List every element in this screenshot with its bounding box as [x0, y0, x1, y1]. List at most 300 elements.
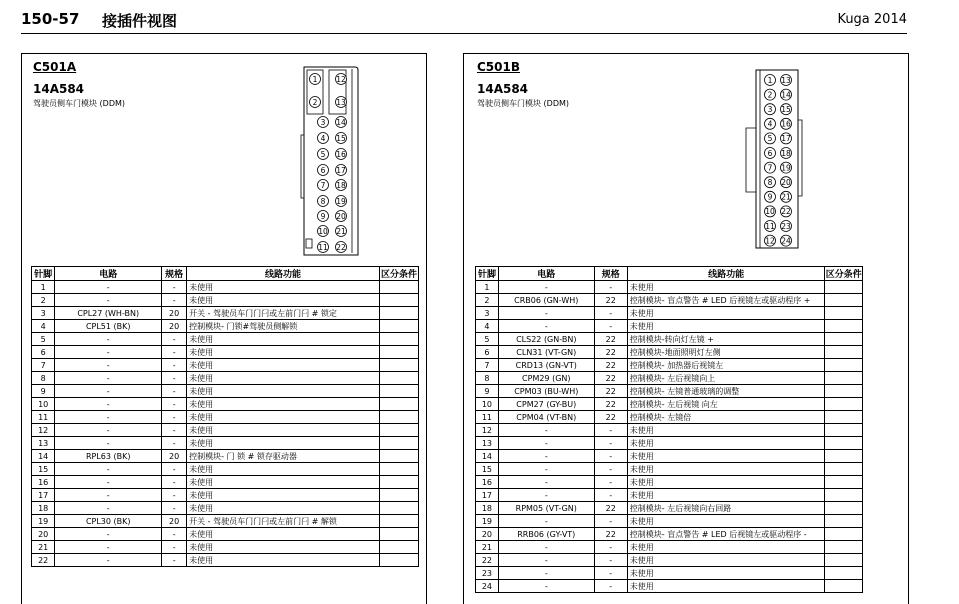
pin-number: 7	[32, 359, 55, 372]
pin-number: 24	[476, 580, 499, 593]
pin-number: 13	[476, 437, 499, 450]
wire-gauge: 20	[162, 515, 187, 528]
wire-gauge: 22	[594, 294, 627, 307]
circuit-code: -	[498, 281, 594, 294]
condition	[825, 437, 863, 450]
circuit-function: 未使用	[187, 476, 380, 489]
table-row	[476, 294, 863, 307]
condition	[379, 411, 418, 424]
circuit-code: CPL30 (BK)	[55, 515, 162, 528]
pin-number: 9	[32, 385, 55, 398]
connector-id: C501B	[477, 60, 521, 74]
module-description: 驾驶员侧车门模块 (DDM)	[477, 99, 570, 108]
circuit-code: CPM27 (GY-BU)	[498, 398, 594, 411]
circuit-code: CRB06 (GN-WH)	[498, 294, 594, 307]
condition	[825, 281, 863, 294]
circuit-code: -	[498, 437, 594, 450]
table-row	[32, 307, 419, 320]
circuit-function: 未使用	[187, 411, 380, 424]
wire-gauge: -	[594, 541, 627, 554]
pin-number: 16	[32, 476, 55, 489]
circuit-code: RPL63 (BK)	[55, 450, 162, 463]
wire-gauge: -	[162, 502, 187, 515]
circuit-function: 未使用	[627, 437, 825, 450]
column-header: 电路	[498, 267, 594, 281]
wire-gauge: -	[594, 437, 627, 450]
circuit-function: 控制模块- 左后视镜向右回路	[627, 502, 825, 515]
wire-gauge: 22	[594, 385, 627, 398]
wire-gauge: -	[162, 346, 187, 359]
pin-label: 21	[336, 226, 346, 236]
pin-number: 17	[32, 489, 55, 502]
circuit-code: CPL27 (WH-BN)	[55, 307, 162, 320]
table-row	[32, 424, 419, 437]
condition	[825, 450, 863, 463]
pin-label: 24	[781, 236, 791, 246]
condition	[825, 463, 863, 476]
circuit-function: 控制模块- 盲点警告 # LED 后视镜左或驱动程序 -	[627, 528, 825, 541]
wire-gauge: -	[162, 359, 187, 372]
circuit-function: 未使用	[627, 554, 825, 567]
circuit-code: -	[55, 554, 162, 567]
table-row	[32, 320, 419, 333]
condition	[379, 528, 418, 541]
circuit-code: RPM05 (VT-GN)	[498, 502, 594, 515]
table-row	[476, 463, 863, 476]
pin-label: 12	[336, 74, 346, 84]
table-row	[32, 294, 419, 307]
condition	[379, 437, 418, 450]
pin-label: 20	[781, 178, 791, 187]
column-header: 规格	[162, 267, 187, 281]
condition	[379, 476, 418, 489]
wire-gauge: 22	[594, 528, 627, 541]
pin-number: 15	[476, 463, 499, 476]
condition	[825, 580, 863, 593]
table-row	[476, 346, 863, 359]
pin-label: 19	[336, 196, 346, 206]
pin-number: 22	[476, 554, 499, 567]
circuit-code: -	[55, 463, 162, 476]
wire-gauge: -	[594, 463, 627, 476]
table-row	[476, 385, 863, 398]
circuit-function: 控制模块- 加热器后视镜左	[627, 359, 825, 372]
circuit-code: CLS22 (GN-BN)	[498, 333, 594, 346]
condition	[825, 411, 863, 424]
pin-label: 18	[336, 180, 346, 190]
pin-label: 10	[318, 226, 328, 236]
wire-gauge: 22	[594, 502, 627, 515]
condition	[379, 307, 418, 320]
circuit-function: 开关 - 驾驶员车门门闩或左前门闩 # 锁定	[187, 307, 380, 320]
wire-gauge: 22	[594, 359, 627, 372]
wire-gauge: -	[594, 580, 627, 593]
pin-label: 3	[767, 105, 773, 114]
condition	[825, 346, 863, 359]
circuit-function: 控制模块- 门锁#驾驶员侧解锁	[187, 320, 380, 333]
wire-gauge: 22	[594, 346, 627, 359]
pin-number: 4	[476, 320, 499, 333]
condition	[379, 359, 418, 372]
pin-label: 19	[781, 163, 791, 173]
table-row	[476, 541, 863, 554]
condition	[825, 476, 863, 489]
circuit-code: CPM29 (GN)	[498, 372, 594, 385]
circuit-function: 未使用	[627, 424, 825, 437]
condition	[825, 294, 863, 307]
condition	[825, 424, 863, 437]
table-row	[476, 398, 863, 411]
condition	[379, 320, 418, 333]
circuit-function: 控制模块- 门 锁 # 锁存驱动器	[187, 450, 380, 463]
wire-gauge: 22	[594, 398, 627, 411]
page-number: 150-57	[21, 10, 80, 28]
pin-label: 13	[336, 97, 346, 107]
table-row	[476, 372, 863, 385]
circuit-code: -	[498, 476, 594, 489]
pin-number: 6	[476, 346, 499, 359]
table-row	[32, 476, 419, 489]
condition	[825, 541, 863, 554]
wire-gauge: 20	[162, 450, 187, 463]
pin-number: 16	[476, 476, 499, 489]
table-row	[476, 515, 863, 528]
pin-label: 1	[312, 74, 318, 84]
pin-label: 4	[320, 133, 326, 143]
circuit-code: -	[55, 411, 162, 424]
table-row	[476, 567, 863, 580]
pin-number: 20	[476, 528, 499, 541]
circuit-function: 未使用	[187, 281, 380, 294]
table-row	[32, 541, 419, 554]
condition	[825, 320, 863, 333]
connector-id: C501A	[33, 60, 77, 74]
circuit-function: 未使用	[187, 489, 380, 502]
wire-gauge: -	[594, 307, 627, 320]
wire-gauge: -	[594, 320, 627, 333]
table-row	[32, 489, 419, 502]
pin-label: 1	[767, 75, 773, 85]
condition	[379, 372, 418, 385]
circuit-function: 未使用	[187, 359, 380, 372]
table-row	[476, 424, 863, 437]
pin-label: 9	[767, 192, 773, 202]
pin-number: 21	[476, 541, 499, 554]
column-header: 针脚	[32, 267, 55, 281]
condition	[379, 385, 418, 398]
table-row	[476, 411, 863, 424]
condition	[379, 424, 418, 437]
condition	[379, 515, 418, 528]
pin-number: 4	[32, 320, 55, 333]
column-header: 规格	[594, 267, 627, 281]
pin-number: 2	[476, 294, 499, 307]
pin-label: 15	[781, 105, 791, 114]
table-row	[32, 398, 419, 411]
wire-gauge: -	[594, 554, 627, 567]
table-header-row	[32, 267, 419, 281]
pin-number: 19	[476, 515, 499, 528]
pin-table-c501a	[31, 266, 419, 567]
condition	[379, 554, 418, 567]
pin-label: 13	[781, 75, 791, 85]
pin-number: 14	[476, 450, 499, 463]
circuit-code: CLN31 (VT-GN)	[498, 346, 594, 359]
column-header: 区分条件	[825, 267, 863, 281]
pin-number: 12	[476, 424, 499, 437]
circuit-function: 未使用	[187, 424, 380, 437]
wire-gauge: 22	[594, 372, 627, 385]
pin-number: 10	[32, 398, 55, 411]
wire-gauge: -	[162, 437, 187, 450]
table-row	[32, 554, 419, 567]
circuit-function: 控制模块-转向灯左镜 +	[627, 333, 825, 346]
pin-number: 12	[32, 424, 55, 437]
circuit-code: -	[55, 541, 162, 554]
pin-number: 8	[32, 372, 55, 385]
table-row	[476, 450, 863, 463]
condition	[379, 463, 418, 476]
table-row	[32, 463, 419, 476]
header-divider	[21, 33, 907, 34]
model-label: Kuga 2014	[837, 12, 907, 27]
pin-number: 8	[476, 372, 499, 385]
circuit-function: 未使用	[627, 489, 825, 502]
pin-label: 3	[320, 117, 326, 127]
column-header: 区分条件	[379, 267, 418, 281]
circuit-code: -	[498, 424, 594, 437]
circuit-function: 未使用	[187, 541, 380, 554]
connector-c501a-diagram	[300, 63, 370, 263]
circuit-function: 控制模块- 左镜普通玻璃的调整	[627, 385, 825, 398]
wire-gauge: -	[162, 489, 187, 502]
circuit-function: 未使用	[187, 437, 380, 450]
pin-label: 14	[336, 117, 346, 127]
pin-number: 11	[476, 411, 499, 424]
circuit-code: -	[498, 554, 594, 567]
circuit-code: -	[55, 385, 162, 398]
table-row	[32, 359, 419, 372]
column-header: 针脚	[476, 267, 499, 281]
circuit-function: 未使用	[187, 502, 380, 515]
condition	[379, 502, 418, 515]
wire-gauge: -	[162, 528, 187, 541]
condition	[379, 281, 418, 294]
pin-number: 2	[32, 294, 55, 307]
pin-number: 6	[32, 346, 55, 359]
table-row	[32, 281, 419, 294]
table-row	[32, 346, 419, 359]
wire-gauge: -	[162, 281, 187, 294]
module-description: 驾驶员侧车门模块 (DDM)	[33, 99, 126, 108]
pin-label: 6	[320, 165, 326, 175]
wire-gauge: -	[162, 554, 187, 567]
circuit-function: 未使用	[187, 385, 380, 398]
circuit-function: 未使用	[627, 567, 825, 580]
pin-label: 5	[320, 149, 326, 159]
circuit-code: -	[55, 489, 162, 502]
pin-number: 14	[32, 450, 55, 463]
circuit-function: 未使用	[627, 476, 825, 489]
pin-number: 9	[476, 385, 499, 398]
table-row	[476, 359, 863, 372]
circuit-code: -	[498, 541, 594, 554]
circuit-code: -	[498, 489, 594, 502]
pin-number: 17	[476, 489, 499, 502]
circuit-code: -	[498, 567, 594, 580]
circuit-function: 控制模块- 盲点警告 # LED 后视镜左或驱动程序 +	[627, 294, 825, 307]
pin-number: 7	[476, 359, 499, 372]
circuit-function: 未使用	[627, 580, 825, 593]
circuit-code: -	[55, 281, 162, 294]
circuit-function: 控制模块- 左后视镜向上	[627, 372, 825, 385]
column-header: 线路功能	[187, 267, 380, 281]
circuit-function: 控制模块-地面照明灯左侧	[627, 346, 825, 359]
pin-number: 22	[32, 554, 55, 567]
wire-gauge: -	[162, 333, 187, 346]
pin-label: 11	[765, 221, 775, 231]
wire-gauge: -	[162, 411, 187, 424]
wire-gauge: -	[162, 385, 187, 398]
circuit-code: -	[498, 580, 594, 593]
pin-label: 22	[336, 242, 346, 252]
pin-label: 2	[767, 90, 773, 100]
circuit-code: RRB06 (GY-VT)	[498, 528, 594, 541]
wire-gauge: -	[162, 372, 187, 385]
condition	[379, 333, 418, 346]
pin-label: 22	[781, 207, 791, 217]
pin-label: 16	[336, 149, 346, 159]
circuit-code: -	[55, 476, 162, 489]
condition	[825, 398, 863, 411]
circuit-function: 未使用	[187, 398, 380, 411]
table-row	[32, 450, 419, 463]
wire-gauge: -	[162, 541, 187, 554]
circuit-code: -	[55, 528, 162, 541]
pin-number: 3	[476, 307, 499, 320]
wire-gauge: 22	[594, 333, 627, 346]
wire-gauge: 20	[162, 320, 187, 333]
table-row	[476, 554, 863, 567]
connector-c501b-diagram	[742, 66, 807, 256]
condition	[825, 567, 863, 580]
pin-number: 1	[476, 281, 499, 294]
table-row	[32, 372, 419, 385]
pin-label: 11	[318, 242, 328, 252]
wire-gauge: -	[594, 476, 627, 489]
circuit-code: -	[498, 463, 594, 476]
wire-gauge: -	[594, 567, 627, 580]
pin-label: 20	[336, 211, 346, 221]
circuit-function: 未使用	[627, 307, 825, 320]
circuit-code: -	[55, 359, 162, 372]
circuit-code: CPL51 (BK)	[55, 320, 162, 333]
circuit-function: 未使用	[187, 346, 380, 359]
circuit-function: 未使用	[187, 463, 380, 476]
pin-label: 23	[781, 221, 791, 231]
circuit-function: 开关 - 驾驶员车门门闩或左前门闩 # 解锁	[187, 515, 380, 528]
part-number: 14A584	[477, 82, 529, 96]
pin-table-c501b	[475, 266, 863, 593]
table-row	[476, 502, 863, 515]
pin-number: 13	[32, 437, 55, 450]
pin-label: 8	[767, 178, 773, 187]
circuit-function: 未使用	[187, 528, 380, 541]
condition	[825, 528, 863, 541]
table-row	[476, 307, 863, 320]
circuit-function: 未使用	[187, 294, 380, 307]
pin-label: 7	[320, 180, 326, 190]
wire-gauge: 20	[162, 307, 187, 320]
wire-gauge: -	[594, 515, 627, 528]
pin-number: 15	[32, 463, 55, 476]
page-title: 接插件视图	[102, 12, 178, 30]
circuit-function: 控制模块- 左镜倍	[627, 411, 825, 424]
table-row	[32, 437, 419, 450]
table-row	[476, 437, 863, 450]
circuit-code: -	[55, 398, 162, 411]
condition	[379, 398, 418, 411]
circuit-code: -	[498, 320, 594, 333]
circuit-code: -	[55, 372, 162, 385]
pin-label: 6	[767, 148, 773, 158]
circuit-function: 未使用	[187, 554, 380, 567]
condition	[825, 554, 863, 567]
condition	[825, 333, 863, 346]
pin-label: 4	[767, 119, 773, 129]
pin-label: 15	[336, 133, 346, 143]
pin-label: 18	[781, 148, 791, 158]
pin-number: 11	[32, 411, 55, 424]
pin-number: 21	[32, 541, 55, 554]
circuit-code: CPM04 (VT-BN)	[498, 411, 594, 424]
pin-number: 1	[32, 281, 55, 294]
pin-label: 2	[312, 97, 318, 107]
table-row	[476, 333, 863, 346]
condition	[825, 385, 863, 398]
table-row	[32, 385, 419, 398]
wire-gauge: -	[594, 424, 627, 437]
circuit-function: 未使用	[627, 450, 825, 463]
condition	[379, 541, 418, 554]
circuit-code: -	[55, 437, 162, 450]
circuit-code: -	[498, 515, 594, 528]
column-header: 线路功能	[627, 267, 825, 281]
pin-number: 5	[476, 333, 499, 346]
pin-label: 5	[767, 134, 773, 144]
condition	[825, 489, 863, 502]
circuit-code: -	[55, 424, 162, 437]
wire-gauge: -	[594, 281, 627, 294]
pin-number: 23	[476, 567, 499, 580]
circuit-code: CPM03 (BU-WH)	[498, 385, 594, 398]
circuit-code: CRD13 (GN-VT)	[498, 359, 594, 372]
column-header: 电路	[55, 267, 162, 281]
wire-gauge: -	[594, 489, 627, 502]
circuit-function: 未使用	[627, 541, 825, 554]
condition	[379, 346, 418, 359]
condition	[825, 502, 863, 515]
circuit-function: 未使用	[627, 320, 825, 333]
table-row	[476, 281, 863, 294]
circuit-code: -	[55, 346, 162, 359]
wire-gauge: -	[162, 294, 187, 307]
part-number: 14A584	[33, 82, 85, 96]
circuit-function: 控制模块- 左后视镜 向左	[627, 398, 825, 411]
circuit-code: -	[498, 307, 594, 320]
table-row	[476, 580, 863, 593]
circuit-function: 未使用	[187, 372, 380, 385]
